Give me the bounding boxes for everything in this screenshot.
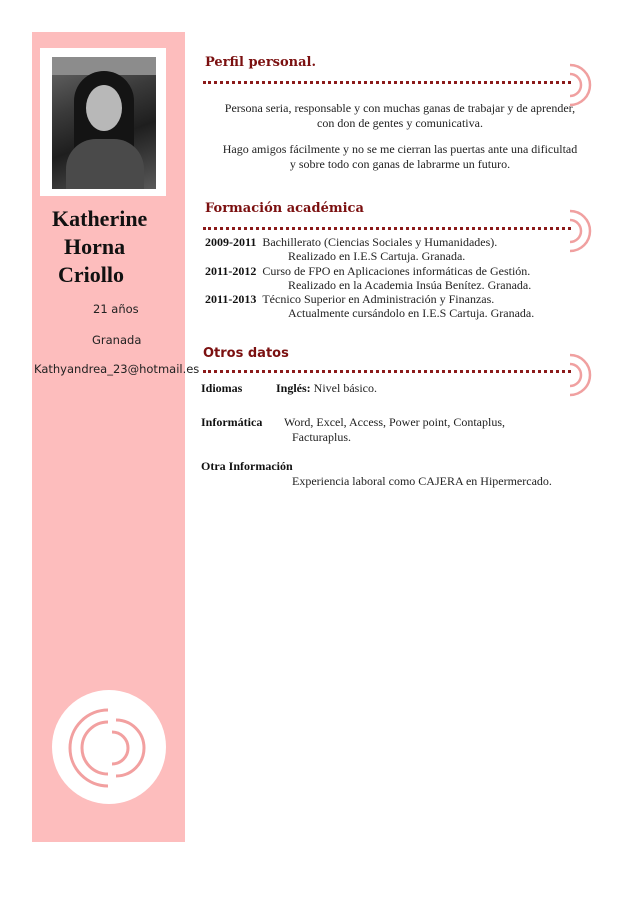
logo-icon [52,690,166,804]
formacion-years: 2011-2012 [205,264,257,278]
heading-otros: Otros datos [203,346,289,361]
formacion-item [205,264,530,279]
bracket-icon [566,208,596,254]
perfil-p2-line1: Hago amigos fácilmente y no se me cierran las puertas ante una dificultad [222,142,578,156]
informatica-line2: Facturaplus. [292,430,351,444]
perfil-p1-line1: Persona seria, responsable y con muchas ganas de trabajar y de aprender, [224,101,576,115]
heading-formacion: Formación académica [205,201,364,216]
age: 21 años [93,302,139,316]
formacion-title: Técnico Superior en Administración y Finanzas. [262,292,495,306]
name-middle: Horna [64,234,126,259]
idiomas-label: Idiomas [201,381,243,395]
name-last: Criollo [58,262,124,287]
otra-info-label: Otra Información [201,459,293,473]
perfil-p2-line2: y sobre todo con ganas de labrarme un futuro. [289,157,511,171]
profile-photo [52,57,156,189]
name-first: Katherine [52,206,148,231]
formacion-title: Bachillerato (Ciencias Sociales y Humanidades). [262,235,498,249]
formacion-detail: Realizado en la Academia Insúa Benítez. Granada. [288,278,532,292]
formacion-item [205,292,494,307]
formacion-detail: Realizado en I.E.S Cartuja. Granada. [288,249,466,263]
idiomas-language: Inglés: [276,381,311,395]
otra-info-text: Experiencia laboral como CAJERA en Hipermercado. [292,474,552,488]
informatica-label: Informática [201,415,263,429]
formacion-years: 2009-2011 [205,235,257,249]
informatica-line1: Word, Excel, Access, Power point, Contaplus, [284,415,505,429]
email: Kathyandrea_23@hotmail.es [34,362,200,376]
idiomas-level: Nivel básico. [313,381,377,395]
formacion-detail: Actualmente cursándolo en I.E.S Cartuja. Granada. [288,306,535,320]
perfil-p1-line2: con don de gentes y comunicativa. [317,116,483,130]
divider-formacion [203,227,571,230]
formacion-item [205,235,497,250]
idiomas-value [276,381,377,396]
bracket-icon [566,352,596,398]
city: Granada [92,333,142,347]
formacion-years: 2011-2013 [205,292,257,306]
heading-perfil: Perfil personal. [205,55,317,70]
formacion-title: Curso de FPO en Aplicaciones informáticas de Gestión. [262,264,531,278]
candidate-name [46,205,164,289]
divider-otros [203,370,571,373]
divider-perfil [203,81,571,84]
